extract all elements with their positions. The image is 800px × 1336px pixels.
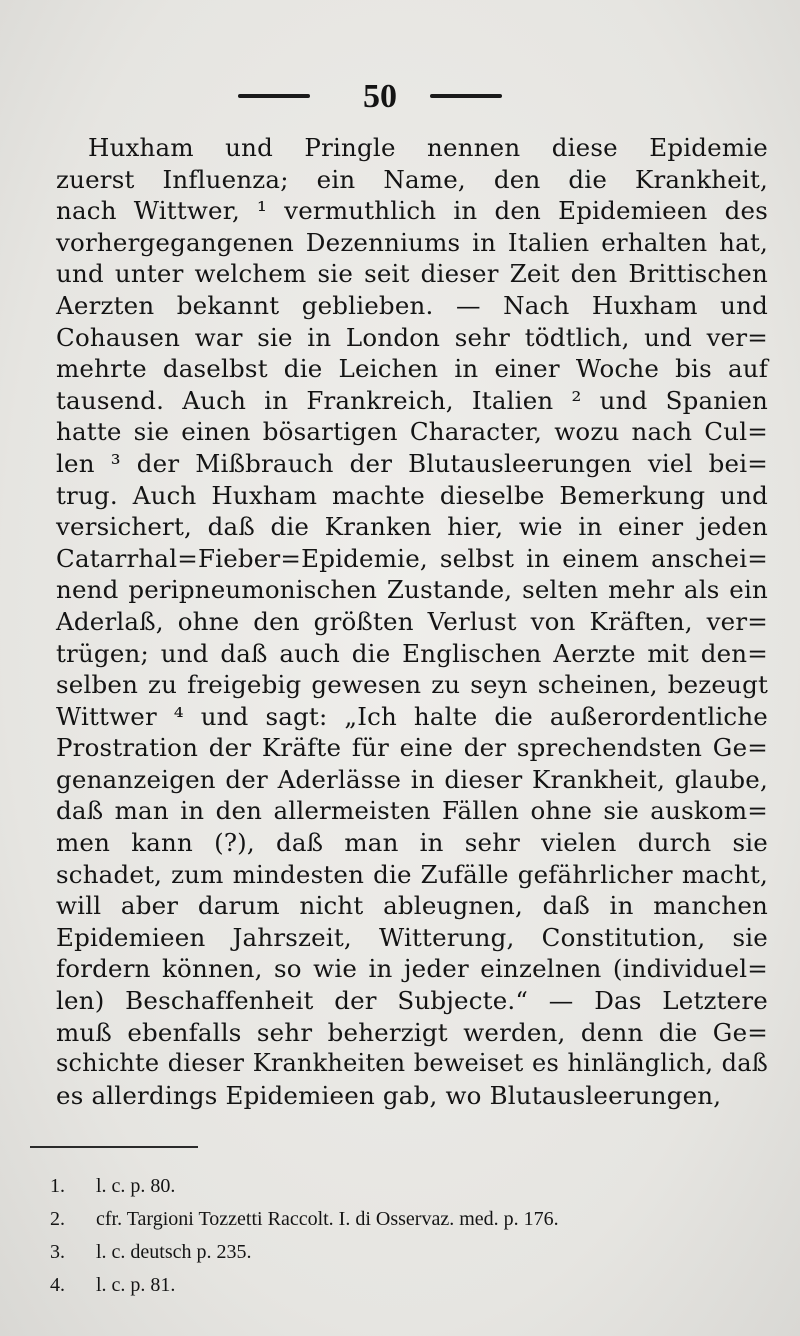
footnote-number: 4. <box>50 1274 65 1296</box>
text-line: len) Beschaffenheit der Subjecte.“ — Das Letztere <box>56 986 768 1016</box>
footnote-item <box>50 1269 770 1302</box>
footnote-item <box>50 1203 770 1236</box>
text-line: Wittwer ⁴ und sagt: „Ich halte die außerordentliche <box>56 701 768 731</box>
text-line: Aerzten bekannt geblieben. — Nach Huxham und <box>56 290 768 320</box>
footnote-number: 2. <box>50 1208 65 1230</box>
text-line: nach Wittwer, ¹ vermuthlich in den Epidemieen des <box>56 196 768 226</box>
footnote-number: 3. <box>50 1241 65 1263</box>
footnote-divider <box>30 1146 198 1148</box>
text-line: Aderlaß, ohne den größten Verlust von Kräften, ver= <box>56 606 768 636</box>
text-line: Catarrhal=Fieber=Epidemie, selbst in einem anschei= <box>56 543 768 573</box>
text-line: daß man in den allermeisten Fällen ohne sie auskom= <box>56 796 768 826</box>
footnote-text: l. c. deutsch p. 235. <box>96 1241 252 1263</box>
page-number: 50 <box>363 78 397 115</box>
text-line: es allerdings Epidemieen gab, wo Blutausleerungen, <box>56 1080 722 1110</box>
text-line: vorhergegangenen Dezenniums in Italien erhalten hat, <box>56 227 768 257</box>
text-line: len ³ der Mißbrauch der Blutausleerungen viel bei= <box>56 448 768 478</box>
text-line: muß ebenfalls sehr beherzigt werden, denn die Ge= <box>56 1017 768 1047</box>
page-header <box>0 78 800 118</box>
text-line: und unter welchem sie seit dieser Zeit den Brittischen <box>56 259 768 289</box>
text-line: Huxham und Pringle nennen diese Epidemie <box>88 133 768 162</box>
body-text <box>56 132 768 1111</box>
text-line: hatte sie einen bösartigen Character, wozu nach Cul= <box>56 417 768 447</box>
text-line: schichte dieser Krankheiten beweiset es hinlänglich, daß <box>56 1049 768 1078</box>
text-line: will aber darum nicht ableugnen, daß in manchen <box>56 891 768 921</box>
text-line: men kann (?), daß man in sehr vielen durch sie <box>56 828 768 858</box>
footnote-number: 1. <box>50 1175 65 1197</box>
header-rule-left <box>238 94 310 98</box>
footnotes <box>50 1170 770 1302</box>
footnote-text: cfr. Targioni Tozzetti Raccolt. I. di Osservaz. med. p. 176. <box>96 1208 559 1230</box>
text-line: versichert, daß die Kranken hier, wie in einer jeden <box>56 512 768 542</box>
text-line: zuerst Influenza; ein Name, den die Krankheit, <box>56 164 768 194</box>
text-line: trügen; und daß auch die Englischen Aerzte mit den= <box>56 638 768 668</box>
text-line: tausend. Auch in Frankreich, Italien ² und Spanien <box>56 385 768 415</box>
text-line: genanzeigen der Aderlässe in dieser Krankheit, glaube, <box>56 764 768 794</box>
footnote-text: l. c. p. 80. <box>96 1175 176 1197</box>
text-line: fordern können, so wie in jeder einzelnen (individuel= <box>56 954 768 984</box>
text-line: Prostration der Kräfte für eine der sprechendsten Ge= <box>56 733 768 763</box>
text-line: trug. Auch Huxham machte dieselbe Bemerkung und <box>56 480 768 510</box>
text-line: Cohausen war sie in London sehr tödtlich, und ver= <box>56 322 768 352</box>
header-rule-right <box>430 94 502 98</box>
text-line: Epidemieen Jahrszeit, Witterung, Constitution, sie <box>56 922 768 952</box>
text-line: nend peripneumonischen Zustande, selten mehr als ein <box>56 575 768 605</box>
footnote-text: l. c. p. 81. <box>96 1274 176 1296</box>
text-line: schadet, zum mindesten die Zufälle gefährlicher macht, <box>56 859 768 889</box>
footnote-item <box>50 1236 770 1269</box>
text-line: selben zu freigebig gewesen zu seyn scheinen, bezeugt <box>56 670 768 700</box>
footnote-item <box>50 1170 770 1203</box>
text-line: mehrte daselbst die Leichen in einer Woche bis auf <box>56 354 768 384</box>
